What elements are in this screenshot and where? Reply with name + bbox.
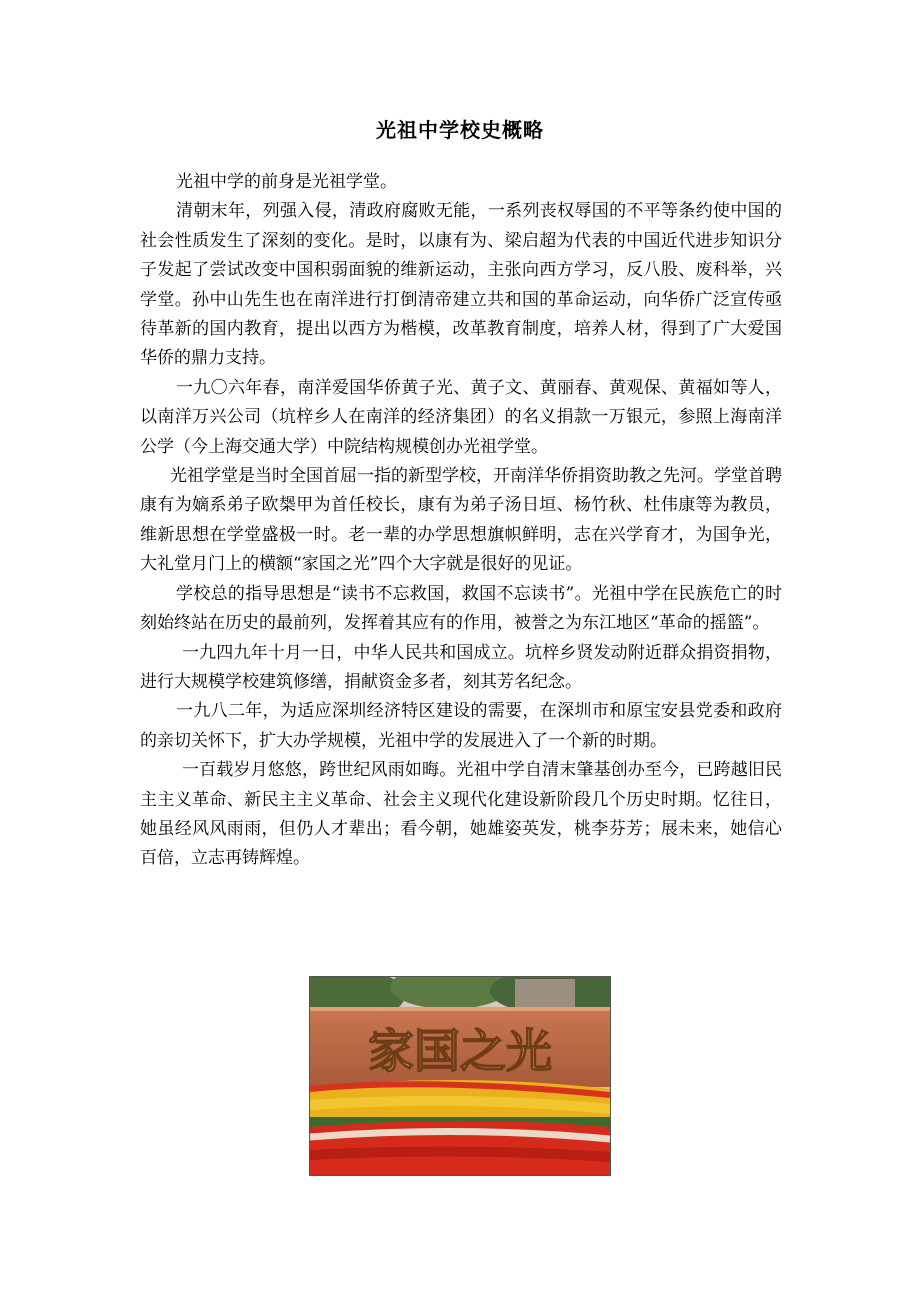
gate-inscription: 家国之光 [368,1024,552,1078]
paragraph-8: 一百载岁月悠悠，跨世纪风雨如晦。光祖中学自清末肇基创办至今，已跨越旧民主主义革命、新民主主义革命、社会主义现代化建设新阶段几个历史时期。忆往日，她虽经风风雨雨，但仍人才辈出；看今朝，她雄姿英发，桃李芬芳；展未来，她信心百倍，立志再铸辉煌。 [140,760,782,869]
paragraph-5: 学校总的指导思想是“读书不忘救国，救国不忘读书”。光祖中学在民族危亡的时刻始终站在历史的最前列，发挥着其应有的作用，被誉之为东江地区“革命的摇篮”。 [140,583,782,634]
paragraph-3: 一九〇六年春，南洋爱国华侨黄子光、黄子文、黄丽春、黄观保、黄福如等人，以南洋万兴公司（坑梓乡人在南洋的经济集团）的名义捐款一万银元，参照上海南洋公学（今上海交通大学）中院结构规模创办光祖学堂。 [140,377,782,457]
document-body [140,168,782,874]
paragraph-7: 一九八二年，为适应深圳经济特区建设的需要，在深圳市和原宝安县党委和政府的亲切关怀下，扩大办学规模，光祖中学的发展进入了一个新的时期。 [140,701,782,751]
paragraph-1: 光祖中学的前身是光祖学堂。 [176,172,397,192]
photo-illustration [310,977,610,1175]
paragraph-6: 一九四九年十月一日，中华人民共和国成立。坑梓乡贤发动附近群众捐资捐物，进行大规模学校建筑修缮，捐献资金多者，刻其芳名纪念。 [140,642,782,692]
school-gate-photo [309,976,611,1176]
paragraph-4: 光祖学堂是当时全国首屈一指的新型学校，开南洋华侨捐资助教之先河。学堂首聘康有为嫡系弟子欧椝甲为首任校长，康有为弟子汤日垣、杨竹秋、杜伟康等为教员，维新思想在学堂盛极一时。老一辈的办学思想旗帜鲜明，志在兴学育才，为国争光，大礼堂月门上的横额“家国之光”四个大字就是很好的见证。 [140,466,782,575]
paragraph-2: 清朝末年，列强入侵，清政府腐败无能，一系列丧权辱国的不平等条约使中国的社会性质发生了深刻的变化。是时，以康有为、梁启超为代表的中国近代进步知识分子发起了尝试改变中国积弱面貌的维新运动，主张向西方学习，反八股、废科举，兴学堂。孙中山先生也在南洋进行打倒清帝建立共和国的革命运动，向华侨广泛宣传亟待革新的国内教育，提出以西方为楷模，改革教育制度，培养人材，得到了广大爱国华侨的鼎力支持。 [140,201,782,369]
document-title: 光祖中学校史概略 [376,118,544,142]
